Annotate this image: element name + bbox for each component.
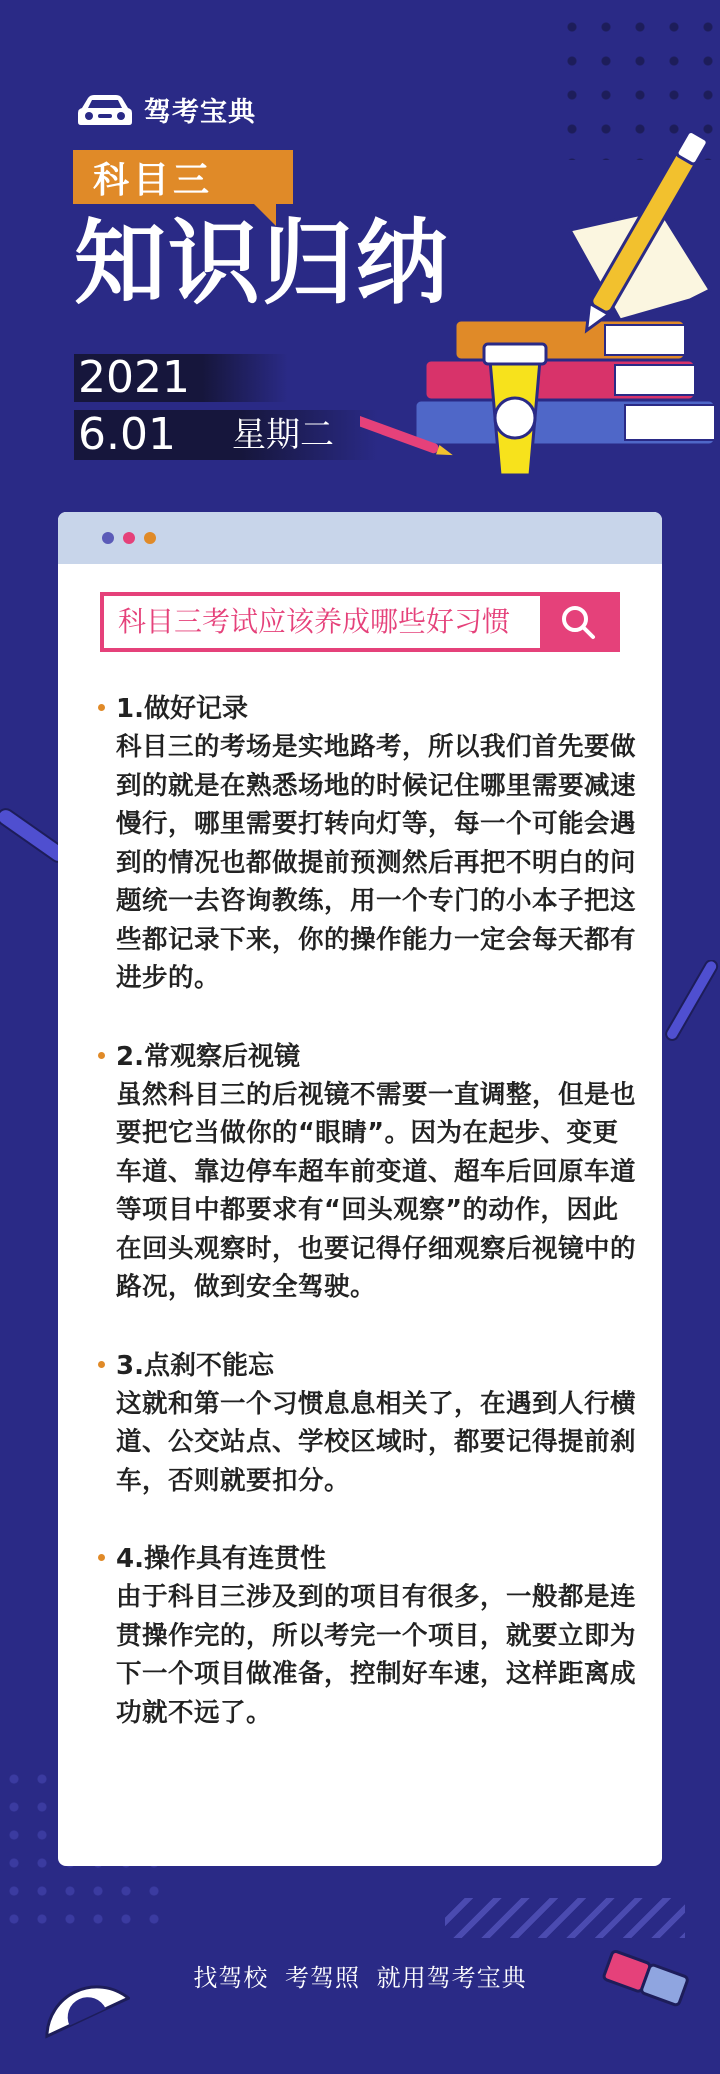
tip-title: 2.常观察后视镜 xyxy=(116,1041,300,1072)
tip-title: 3.点刹不能忘 xyxy=(116,1350,274,1381)
footer-item: 考驾照 xyxy=(285,1964,360,1992)
search-input[interactable]: 科目三考试应该养成哪些好习惯 xyxy=(118,605,511,638)
footer-item: 就用驾考宝典 xyxy=(376,1964,527,1992)
date-label: 6.01 xyxy=(78,409,176,460)
year-label: 2021 xyxy=(74,354,288,402)
bullet-dot xyxy=(98,1052,105,1059)
brand xyxy=(76,90,256,129)
books-cup-pen-illustration xyxy=(360,120,720,500)
stripe-decoration xyxy=(445,1898,685,1938)
content-card xyxy=(58,512,662,1866)
tip-item xyxy=(98,1540,638,1732)
pencil-decoration-right xyxy=(660,960,720,1050)
tip-body: 由于科目三涉及到的项目有很多，一般都是连贯操作完的，所以考完一个项目，就要立即为下一个项目做准备，控制好车速，这样距离成功就不远了。 xyxy=(116,1582,637,1728)
weekday-label: 星期二 xyxy=(231,415,334,455)
page-title: 知识归纳 xyxy=(74,210,451,317)
car-logo-icon xyxy=(76,92,134,128)
window-dot-orange xyxy=(144,532,156,544)
brand-name: 驾考宝典 xyxy=(144,97,256,128)
tip-body: 虽然科目三的后视镜不需要一直调整，但是也要把它当做你的“眼睛”。因为在起步、变更车道、靠边停车超车前变道、超车后回原车道等项目中都要求有“回头观察”的动作，因此在回头观察时，也要记得仔细观察后视镜中的路况，做到安全驾驶。 xyxy=(116,1079,637,1302)
window-title-bar xyxy=(58,512,662,564)
date-row xyxy=(74,410,378,460)
search-icon xyxy=(558,602,598,642)
window-dot-blue xyxy=(102,532,114,544)
search-bar[interactable] xyxy=(100,592,620,652)
tip-item xyxy=(98,1347,638,1501)
bullet-dot xyxy=(98,704,105,711)
tip-item xyxy=(98,690,638,998)
tip-title: 4.操作具有连贯性 xyxy=(116,1544,326,1574)
window-dot-pink xyxy=(123,532,135,544)
bullet-dot xyxy=(98,1554,105,1561)
subject-tag: 科目三 xyxy=(73,150,293,204)
tip-body: 这就和第一个习惯息息相关了，在遇到人行横道、公交站点、学校区域时，都要记得提前刹车，否则就要扣分。 xyxy=(116,1388,637,1496)
tips-list xyxy=(98,690,638,1772)
tip-title: 1.做好记录 xyxy=(116,694,248,724)
footer-item: 找驾校 xyxy=(193,1964,269,1992)
eraser-icon xyxy=(600,1945,690,2015)
tip-body: 科目三的考场是实地路考，所以我们首先要做到的就是在熟悉场地的时候记住哪里需要减速慢行，哪里需要打转向灯等，每一个可能会遇到的情况也都做提前预测然后再把不明白的问题统一去咨询教练，用一个专门的小本子把这些都记录下来，你的操作能力一定会每天都有进步的。 xyxy=(116,732,637,993)
bullet-dot xyxy=(98,1361,105,1368)
tip-item xyxy=(98,1038,638,1307)
search-button[interactable] xyxy=(540,596,616,648)
